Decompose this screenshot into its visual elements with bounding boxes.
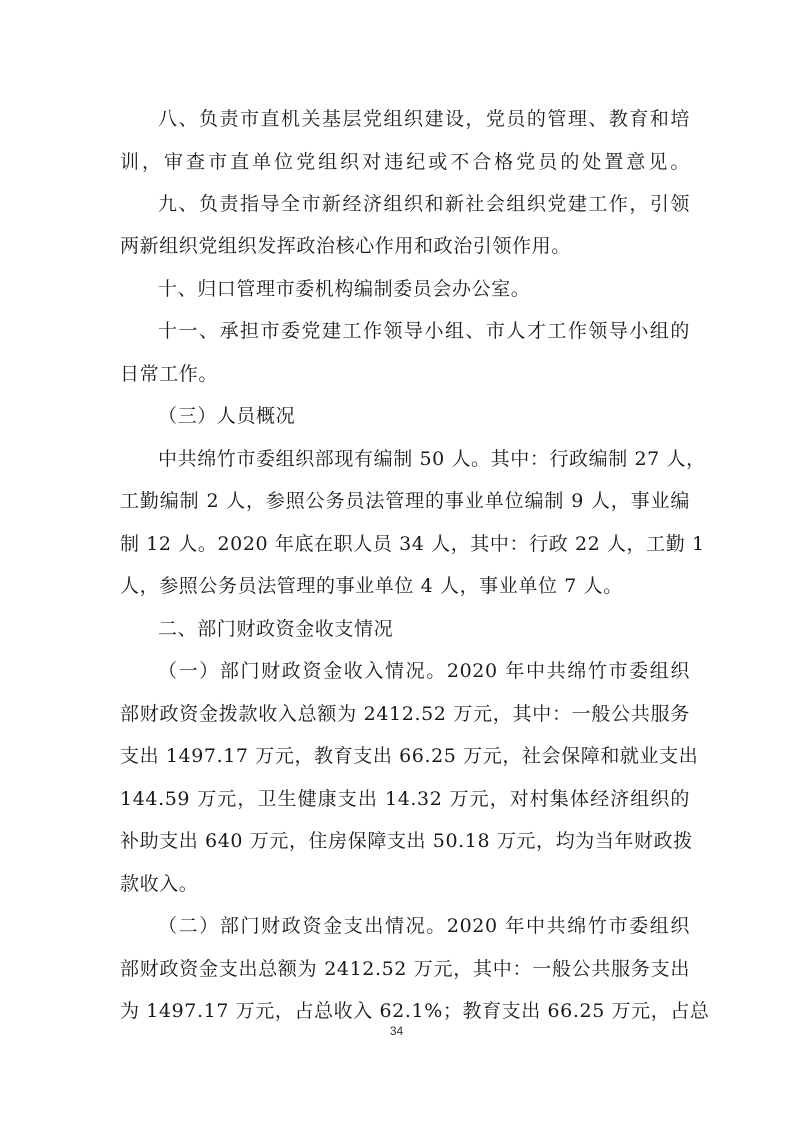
text-line: 十、归口管理市委机构编制委员会办公室。 (158, 278, 531, 300)
text-line: 为 1497.17 万元，占总收入 62.1%；教育支出 66.25 万元，占总 (120, 1000, 710, 1022)
section-heading: 二、部门财政资金收支情况 (158, 618, 394, 640)
text-line: 人，参照公务员法管理的事业单位 4 人，事业单位 7 人。 (120, 575, 623, 597)
text-line: 144.59 万元，卫生健康支出 14.32 万元，对村集体经济组织的 (120, 788, 690, 810)
text-line: （二）部门财政资金支出情况。2020 年中共绵竹市委组织 (158, 915, 690, 937)
text-line: （一）部门财政资金收入情况。2020 年中共绵竹市委组织 (158, 660, 690, 682)
section-heading: （三）人员概况 (158, 405, 296, 427)
text-line: 支出 1497.17 万元，教育支出 66.25 万元，社会保障和就业支出 (120, 745, 699, 767)
text-line: 九、负责指导全市新经济组织和新社会组织党建工作，引领 (158, 193, 690, 215)
text-line: 训，审查市直单位党组织对违纪或不合格党员的处置意见。 (120, 151, 690, 173)
page-number: 34 (389, 1024, 404, 1038)
text-line: 两新组织党组织发挥政治核心作用和政治引领作用。 (120, 235, 571, 257)
text-line: 部财政资金支出总额为 2412.52 万元，其中：一般公共服务支出 (120, 958, 690, 980)
text-line: 十一、承担市委党建工作领导小组、市人才工作领导小组的 (158, 320, 690, 342)
text-line: 八、负责市直机关基层党组织建设，党员的管理、教育和培 (158, 108, 690, 130)
text-line: 款收入。 (120, 873, 199, 895)
text-line: 日常工作。 (120, 363, 219, 385)
text-line: 制 12 人。2020 年底在职人员 34 人，其中：行政 22 人，工勤 1 (120, 533, 705, 555)
text-line: 部财政资金拨款收入总额为 2412.52 万元，其中：一般公共服务 (120, 703, 690, 725)
text-line: 中共绵竹市委组织部现有编制 50 人。其中：行政编制 27 人， (158, 448, 706, 470)
text-line: 补助支出 640 万元，住房保障支出 50.18 万元，均为当年财政拨 (120, 830, 693, 852)
text-line: 工勤编制 2 人，参照公务员法管理的事业单位编制 9 人，事业编 (120, 490, 690, 512)
